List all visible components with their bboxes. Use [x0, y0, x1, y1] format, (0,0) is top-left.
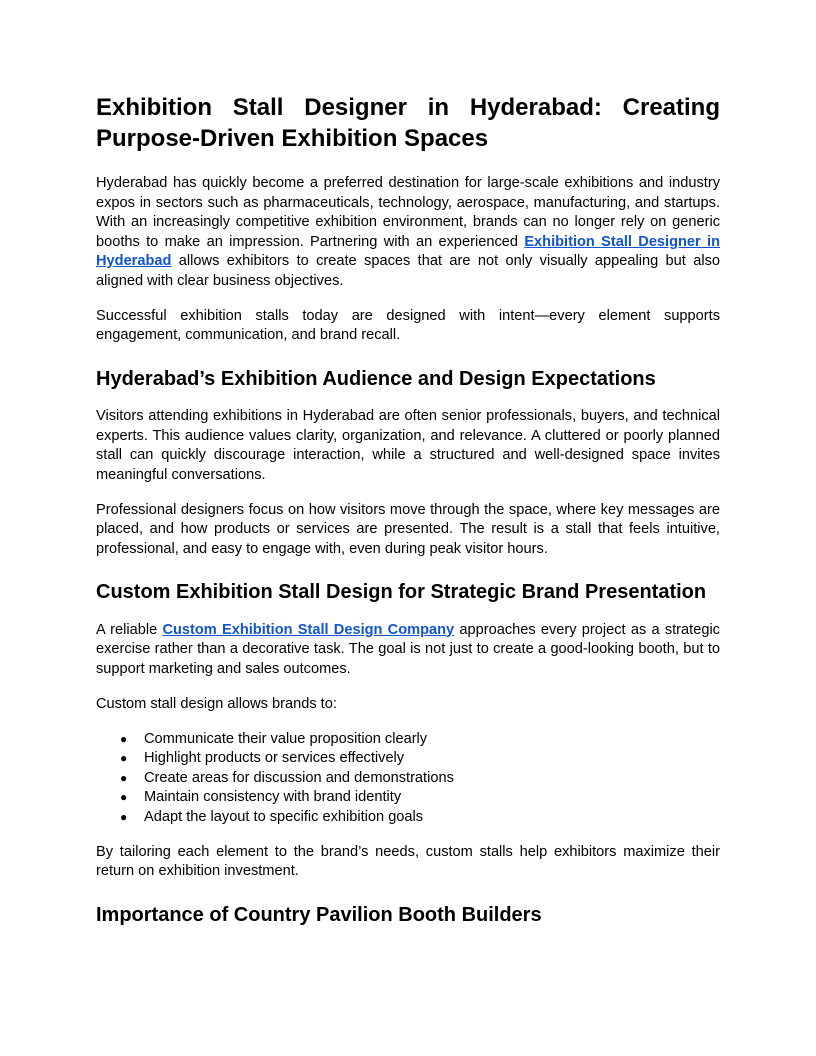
- audience-paragraph-2: Professional designers focus on how visitors move through the space, where key messages are placed, and how products or services are presented. The result is a stall that feels intuitive, professional, and easy to engage with, even during peak visitor hours.: [96, 501, 720, 557]
- custom-p1-before: A reliable: [96, 621, 163, 638]
- intro-paragraph-1: [96, 174, 720, 291]
- list-item: ● Adapt the layout to specific exhibition goals: [96, 808, 720, 828]
- intro-p1-before: Hyderabad has quickly become a preferred destination for large-scale exhibitions and industry expos in sectors such as pharmaceuticals, technology, aerospace, manufacturing, and startups. With an increasingly competitive exhibition environment, brands can no longer rely on generic booths to make an impression. Partnering with an experienced: [96, 175, 720, 250]
- section-heading-audience: Hyderabad’s Exhibition Audience and Design Expectations: [96, 367, 656, 390]
- bullet-icon: ●: [120, 790, 128, 804]
- intro-p1-after: allows exhibitors to create spaces that are not only visually appealing but also aligned with clear business objectives.: [96, 253, 720, 289]
- custom-p1-after: approaches every project as a strategic exercise rather than a decorative task. The goal is not just to create a good-looking booth, but to support marketing and sales outcomes.: [96, 621, 720, 677]
- custom-design-paragraph-2: Custom stall design allows brands to:: [96, 695, 337, 712]
- bullet-icon: ●: [120, 770, 128, 785]
- document-content: [96, 92, 720, 928]
- audience-paragraph-1: Visitors attending exhibitions in Hyderabad are often senior professionals, buyers, and technical experts. This audience values clarity, organization, and relevance. A cluttered or poorly planned stall can quickly discourage interaction, while a structured and well-designed space invites meaningful conversations.: [96, 408, 720, 483]
- section-heading-country-pavilion: Importance of Country Pavilion Booth Builders: [96, 903, 542, 926]
- bullet-icon: ●: [120, 751, 128, 765]
- section-heading-custom-design: Custom Exhibition Stall Design for Strategic Brand Presentation: [96, 581, 707, 603]
- list-item: ● Highlight products or services effectively: [96, 749, 720, 769]
- custom-design-paragraph-3: By tailoring each element to the brand’s needs, custom stalls help exhibitors maximize their return on exhibition investment.: [96, 843, 720, 879]
- page-title: Exhibition Stall Designer in Hyderabad: Creating Purpose-Driven Exhibition Spaces: [96, 94, 720, 152]
- list-item: ● Create areas for discussion and demonstrations: [96, 769, 720, 789]
- benefits-list: [96, 730, 720, 828]
- custom-stall-design-company-link[interactable]: Custom Exhibition Stall Design Company: [162, 621, 455, 638]
- custom-design-paragraph-1: [96, 621, 720, 680]
- exhibition-stall-designer-link[interactable]: Exhibition Stall Designer in Hyderabad: [96, 233, 721, 269]
- list-item: ● Maintain consistency with brand identity: [96, 788, 720, 808]
- intro-paragraph-2: Successful exhibition stalls today are designed with intent—every element supports engagement, communication, and brand recall.: [96, 307, 720, 343]
- list-item: ● Communicate their value proposition clearly: [96, 730, 720, 750]
- bullet-icon: ●: [120, 809, 128, 824]
- bullet-icon: ●: [120, 731, 128, 746]
